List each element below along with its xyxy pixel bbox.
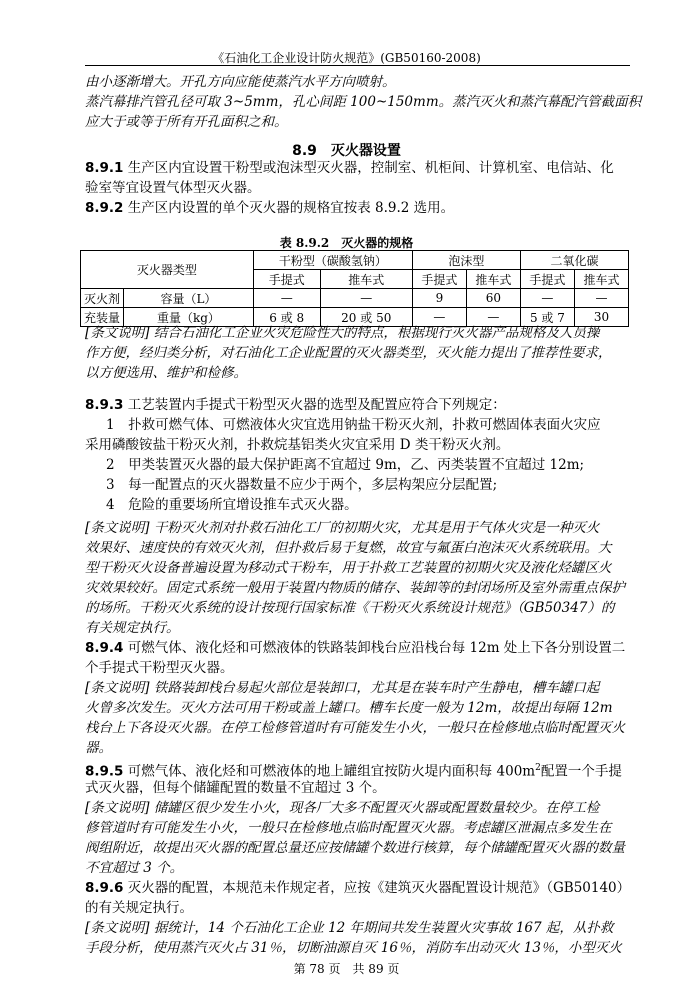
table-header-group: 二氧化碳 [520, 251, 628, 270]
table-cell: — [412, 308, 466, 327]
table-caption: 表 8.9.2 灭火器的规格 [279, 236, 414, 250]
explanation-line: [条文说明] 据统计，14 个石油化工企业 12 年期间共发生装置火灾事故 167 起，从扑救 [85, 920, 614, 936]
clause-number: 8.9.4 [85, 640, 124, 656]
table-cell: — [320, 289, 412, 308]
table-cell: — [253, 289, 320, 308]
section-title: 8.9 灭火器设置 [292, 143, 401, 159]
table-cell: — [466, 308, 520, 327]
list-item: 采用磷酸铵盐干粉灭火剂，扑救烷基铝类火灾宜采用 D 类干粉灭火剂。 [85, 437, 510, 453]
clause-8-9-6 [85, 878, 630, 898]
clause-text: 可燃气体、液化烃和可燃液体的铁路装卸栈台应沿栈台每 12m 处上下各分别设置二 [127, 640, 626, 656]
table-cell: 9 [412, 289, 466, 308]
explanation-line: [条文说明] 结合石油化工企业火灾危险性大的特点，根据现行灭火器产品规格及人员操 [85, 325, 600, 341]
table-cell: 6 或 8 [253, 308, 320, 327]
explanation-line: 灾效果较好。固定式系统一般用于装置内物质的储存、装卸等的封闭场所及室外需重点保护 [85, 580, 625, 596]
explanation-line: [条文说明] 储罐区很少发生小火，现各厂大多不配置灭火器或配置数量较少。在停工检 [85, 800, 600, 816]
explanation-line: 器。 [85, 740, 112, 756]
explanation-line: 栈台上下各设灭火器。在停工检修管道时有可能发生小火，一般只在检修地点临时配置灭火 [85, 720, 625, 736]
superscript: 2 [535, 763, 541, 773]
clause-text: 生产区内设置的单个灭火器的规格宜按表 8.9.2 选用。 [127, 200, 455, 216]
explanation-line: 修管道时有可能发生小火，一般只在检修地点临时配置灭火器。考虑罐区泄漏点多发生在 [85, 820, 612, 836]
explanation-line: 的场所。干粉灭火系统的设计按现行国家标准《干粉灭火系统设计规范》（GB50347）的 [85, 600, 615, 616]
table-cell: 5 或 7 [520, 308, 574, 327]
table-subheader: 手提式 [520, 270, 574, 289]
body-line: 应大于或等于所有开孔面积之和。 [85, 114, 288, 130]
table-cell: — [520, 289, 574, 308]
table-cell: 30 [574, 308, 628, 327]
table-row-label: 重量（kg） [124, 308, 254, 327]
explanation-line: 以方便选用、维护和检修。 [85, 365, 247, 381]
clause-8-9-4 [85, 638, 630, 658]
table-subheader: 手提式 [253, 270, 320, 289]
explanation-line: 不宜超过 3 个。 [85, 860, 184, 876]
clause-number: 8.9.6 [85, 880, 124, 896]
clause-8-9-2 [85, 198, 630, 218]
explanation-line: 型干粉灭火设备普遍设置为移动式干粉车，用于扑救工艺装置的初期火灾及液化烃罐区火 [85, 560, 612, 576]
table-cell: 60 [466, 289, 520, 308]
table-header-group: 泡沫型 [412, 251, 520, 270]
table-cell: — [574, 289, 628, 308]
table-row-label: 充装量 [81, 308, 124, 327]
clause-text: 生产区内宜设置干粉型或泡沫型灭火器，控制室、机柜间、计算机室、电信站、化 [127, 160, 614, 176]
clause-text: 验室等宜设置气体型灭火器。 [85, 180, 261, 196]
explanation-line: 阀组附近，故提出灭火器的配置总量还应按储罐个数进行核算，每个储罐配置灭火器的数量 [85, 840, 625, 856]
explanation-line: 手段分析，使用蒸汽灭火占 31％，切断油源自灭 16％，消防车出动灭火 13％，小型灭火 [85, 940, 622, 956]
explanation-line: 有关规定执行。 [85, 620, 180, 636]
clause-text: 可燃气体、液化烃和可燃液体的地上罐组宜按防火堤内面积每 400m [127, 763, 536, 780]
clause-number: 8.9.1 [85, 160, 124, 176]
table-header-group: 干粉型（碳酸氢钠） [253, 251, 412, 270]
clause-text: 的有关规定执行。 [85, 900, 193, 916]
explanation-line: 作方便，经归类分析，对石油化工企业配置的灭火器类型，灭火能力提出了推荐性要求， [85, 345, 612, 361]
table-subheader: 推车式 [320, 270, 412, 289]
body-line: 蒸汽幕排汽管孔径可取 3~5mm，孔心间距 100~150mm。蒸汽灭火和蒸汽幕配汽管截面积 [85, 94, 642, 110]
page-footer: 第 78 页 共 89 页 [293, 962, 400, 976]
table-subheader: 推车式 [574, 270, 628, 289]
clause-number: 8.9.3 [85, 397, 124, 413]
header-rule [85, 65, 630, 66]
clause-number: 8.9.5 [85, 763, 124, 780]
running-header: 《石油化工企业设计防火规范》(GB50160-2008) [212, 51, 481, 65]
explanation-line: [条文说明] 铁路装卸栈台易起火部位是装卸口，尤其是在装车时产生静电，槽车罐口起 [85, 680, 600, 696]
clause-text: 个手提式干粉型灭火器。 [85, 660, 234, 676]
clause-8-9-3 [85, 395, 630, 415]
explanation-line: 火曾多次发生。灭火方法可用干粉或盖上罐口。槽车长度一般为 12m，故提出每隔 12m [85, 700, 613, 716]
explanation-line: 效果好、速度快的有效灭火剂，但扑救后易于复燃，故宜与氟蛋白泡沫灭火系统联用。大 [85, 540, 612, 556]
list-item: 4 危险的重要场所宜增设推车式灭火器。 [106, 497, 358, 513]
table-row-label: 灭火剂 [81, 289, 124, 308]
clause-text: 配置一个手提 [540, 763, 622, 780]
clause-8-9-1 [85, 158, 630, 178]
clause-text: 灭火器的配置，本规范未作规定者，应按《建筑灭火器配置设计规范》（GB50140） [127, 880, 631, 896]
table-header-type: 灭火器类型 [81, 251, 254, 289]
clause-text: 式灭火器，但每个储罐配置的数量不宜超过 3 个。 [85, 780, 386, 796]
table-row-label: 容量（L） [124, 289, 254, 308]
table-subheader: 推车式 [466, 270, 520, 289]
table-cell: 20 或 50 [320, 308, 412, 327]
extinguisher-spec-table [80, 250, 629, 327]
clause-number: 8.9.2 [85, 200, 124, 216]
list-item: 2 甲类装置灭火器的最大保护距离不宜超过 9m，乙、丙类装置不宜超过 12m; [106, 457, 585, 473]
table-subheader: 手提式 [412, 270, 466, 289]
list-item: 3 每一配置点的灭火器数量不应少于两个，多层构架应分层配置; [106, 477, 498, 493]
explanation-line: [条文说明] 干粉灭火剂对扑救石油化工厂的初期火灾，尤其是用于气体火灾是一种灭火 [85, 520, 600, 536]
clause-text: 工艺装置内手提式干粉型灭火器的选型及配置应符合下列规定： [127, 397, 506, 413]
list-item: 1 扑救可燃气体、可燃液体火灾宜选用钠盐干粉灭火剂，扑救可燃固体表面火灾应 [106, 417, 601, 433]
body-line: 由小逐渐增大。开孔方向应能使蒸汽水平方向喷射。 [85, 74, 396, 90]
